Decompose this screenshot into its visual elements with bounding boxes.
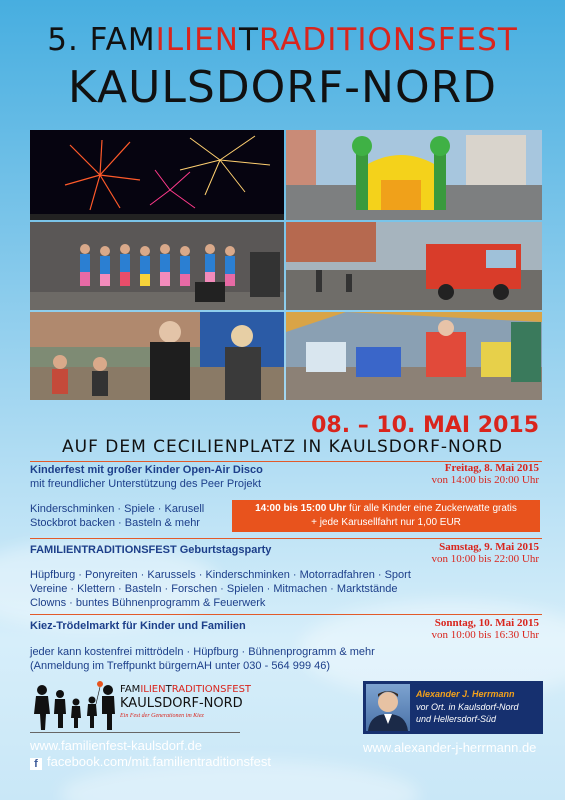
sunday-line-1: jeder kann kostenfrei mittrödeln · Hüpfburg · Bühnenprogramm & mehr: [30, 646, 375, 658]
photo-collage: [30, 130, 542, 400]
sunday-time: von 10:00 bis 16:30 Uhr: [431, 629, 539, 641]
section-divider: [30, 614, 542, 615]
photo-fireworks: [30, 130, 284, 220]
festival-logo: [30, 680, 260, 735]
friday-subline: mit freundlicher Unterstützung des Peer Projekt: [30, 478, 262, 490]
logo-title-part: T: [165, 684, 172, 695]
saturday-line-1: Hüpfburg · Ponyreiten · Karussels · Kinderschminken · Motorradfahren · Sport: [30, 569, 411, 581]
logo-title-part-red: RADITIONSFEST: [171, 684, 252, 695]
poster-title-line1: [0, 22, 565, 58]
sponsor-portrait: [366, 684, 410, 731]
saturday-day: Samstag, 9. Mai 2015: [439, 541, 539, 553]
sponsor-role-1: vor Ort. in Kaulsdorf-Nord: [416, 702, 519, 712]
photo-fire-truck: [286, 222, 542, 310]
title-part-red: ILIEN: [155, 22, 239, 58]
saturday-line-3: Clowns · buntes Bühnenprogramm & Feuerwerk: [30, 597, 266, 609]
friday-time: von 14:00 bis 20:00 Uhr: [431, 474, 539, 486]
logo-subtitle: KAULSDORF-NORD: [120, 696, 243, 711]
title-part: T: [238, 22, 259, 58]
family-silhouette-icon: [30, 680, 118, 732]
facebook-icon: f: [30, 758, 42, 770]
website-link[interactable]: www.familienfest-kaulsdorf.de: [30, 738, 202, 753]
facebook-link[interactable]: [30, 754, 271, 770]
friday-day: Freitag, 8. Mai 2015: [444, 462, 539, 474]
sponsor-role-2: und Hellersdorf-Süd: [416, 714, 497, 724]
friday-datetime: [431, 462, 539, 486]
sunday-day: Sonntag, 10. Mai 2015: [434, 617, 539, 629]
photo-kids-dance: [30, 222, 284, 310]
title-part-red: RADITIONSFEST: [258, 22, 518, 58]
sponsor-name: Alexander J. Herrmann: [416, 689, 515, 699]
photo-carousel: [286, 312, 542, 400]
offer-text: für alle Kinder eine Zuckerwatte gratis: [346, 503, 517, 514]
sunday-datetime: [431, 617, 539, 641]
logo-title-part: FAM: [120, 684, 141, 695]
sponsor-card: [363, 681, 543, 734]
photo-bouncy-castle: [286, 130, 542, 220]
poster-title-line2: KAULSDORF-NORD: [67, 62, 498, 113]
title-part: 5. FAM: [47, 22, 156, 58]
sunday-heading: Kiez-Trödelmarkt für Kinder und Familien: [30, 620, 246, 632]
logo-title-part-red: ILIEN: [140, 684, 166, 695]
offer-carousel: + jede Karusellfahrt nur 1,00 EUR: [311, 517, 461, 528]
saturday-datetime: [431, 541, 539, 565]
sponsor-website-link[interactable]: www.alexander-j-herrmann.de: [363, 740, 537, 755]
photo-clown-visitors: [30, 312, 284, 400]
saturday-line-2: Vereine · Klettern · Basteln · Forschen · Spielen · Mitmachen · Marktstände: [30, 583, 398, 595]
event-place: AUF DEM CECILIENPLATZ IN KAULSDORF-NORD: [62, 437, 503, 457]
event-dates: 08. – 10. MAI 2015: [311, 413, 539, 438]
logo-underline: [30, 732, 240, 733]
logo-title: [120, 684, 251, 695]
logo-tagline: Ein Fest der Generationen im Kiez: [120, 713, 204, 719]
friday-activities-2: Stockbrot backen · Basteln & mehr: [30, 517, 200, 529]
saturday-time: von 10:00 bis 22:00 Uhr: [431, 553, 539, 565]
section-divider: [30, 538, 542, 539]
sunday-line-2: (Anmeldung im Treffpunkt bürgernAH unter 030 - 564 999 46): [30, 660, 331, 672]
friday-offer-box: [232, 500, 540, 532]
facebook-link-text: facebook.com/mit.familientraditionsfest: [47, 754, 271, 769]
saturday-heading: FAMILIENTRADITIONSFEST Geburtstagsparty: [30, 544, 272, 556]
offer-time: 14:00 bis 15:00 Uhr: [255, 503, 347, 514]
friday-heading: Kinderfest mit großer Kinder Open-Air Disco: [30, 464, 263, 476]
friday-activities-1: Kinderschminken · Spiele · Karusell: [30, 503, 205, 515]
